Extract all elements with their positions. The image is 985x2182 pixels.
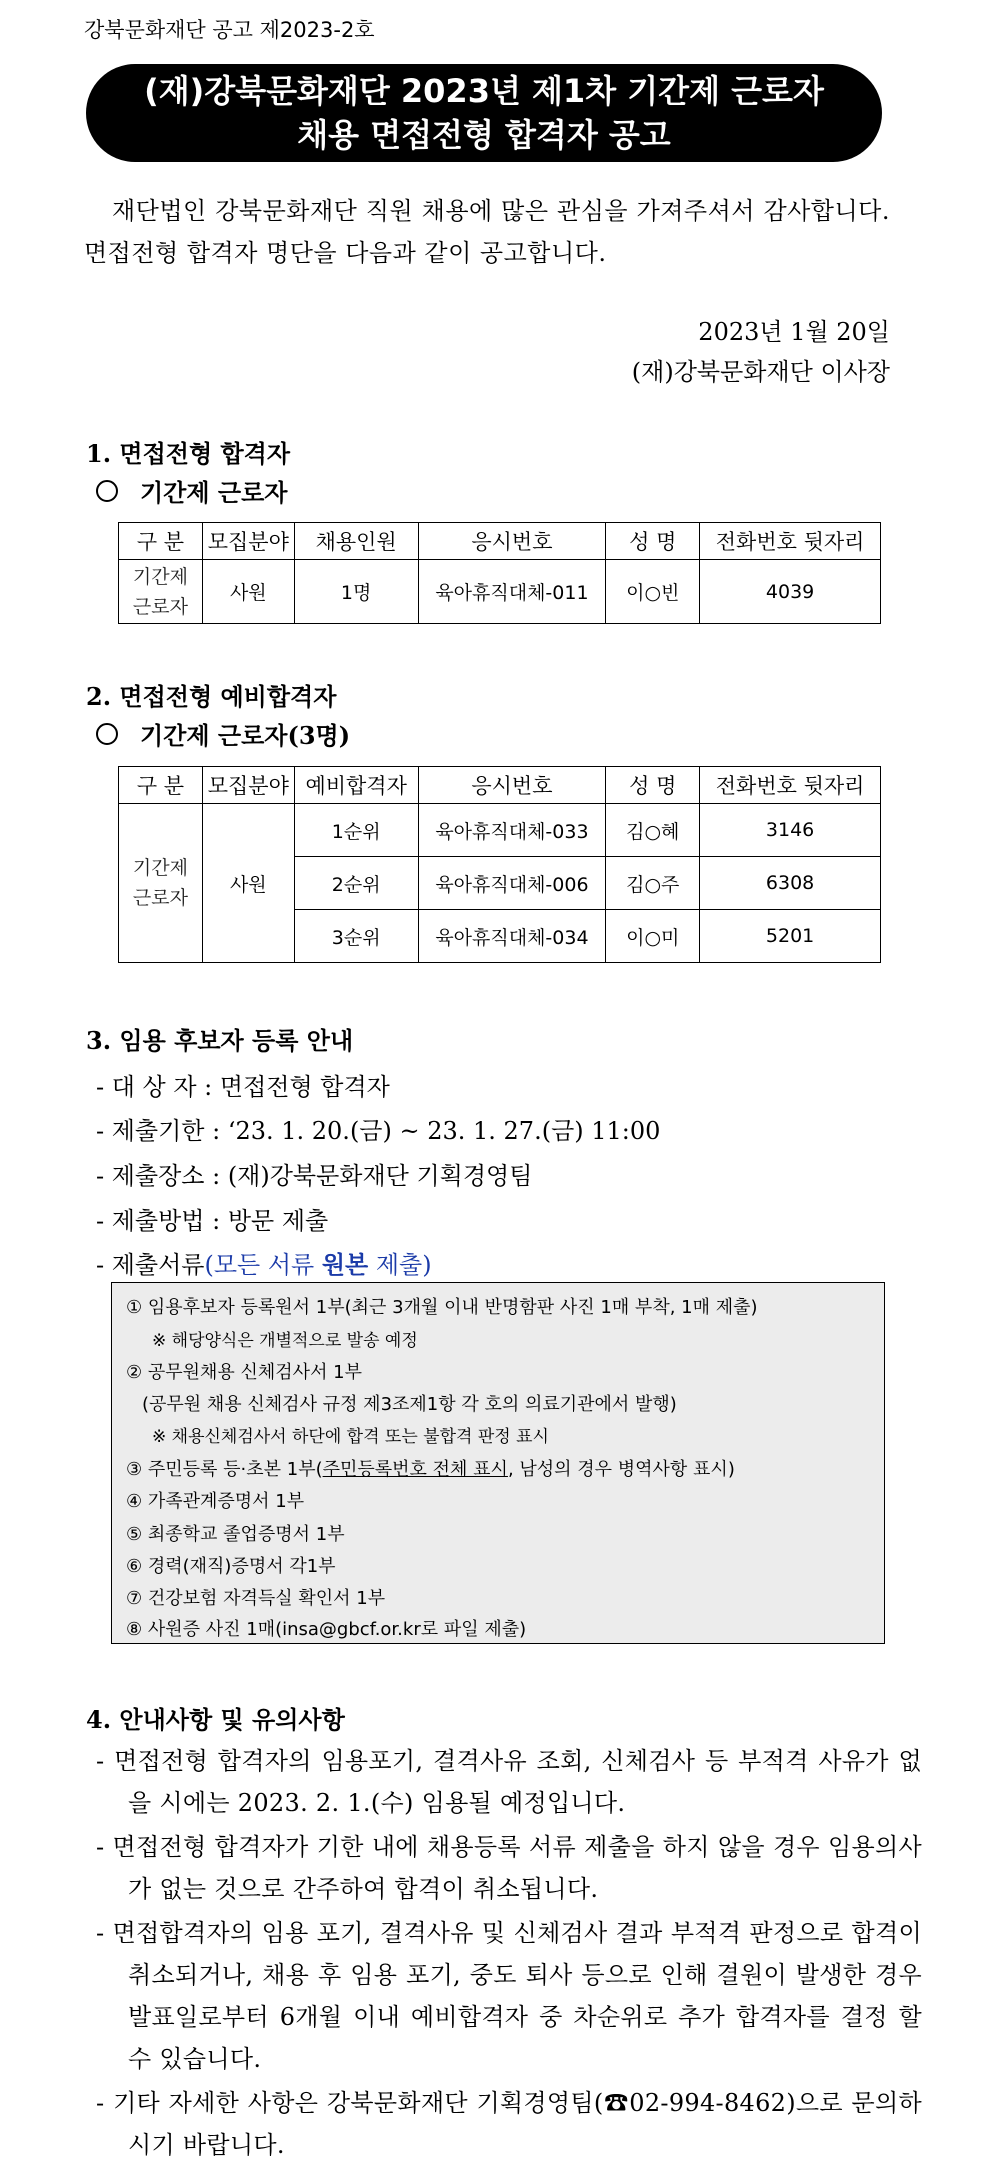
col-header: 모집분야	[202, 767, 294, 804]
intro-text: 재단법인 강북문화재단 직원 채용에 많은 관심을 가져주셔서 감사합니다. 면접전형 합격자 명단을 다음과 같이 공고합니다.	[84, 197, 890, 267]
name-cell: 이○빈	[606, 560, 700, 624]
circle-bullet-icon	[96, 480, 118, 502]
col-header: 채용인원	[294, 523, 418, 560]
list-item: - 제출방법 : 방문 제출	[96, 1207, 329, 1235]
col-header: 성 명	[606, 523, 700, 560]
notice-paragraph: - 면접전형 합격자가 기한 내에 채용등록 서류 제출을 하지 않을 경우 임용의사가 없는 것으로 간주하여 합격이 취소됩니다.	[96, 1833, 922, 1903]
title-banner	[86, 64, 882, 162]
docs-label-line: - 제출서류(모든 서류 원본 제출)	[96, 1250, 432, 1279]
title-line-1: (재)강북문화재단 2023년 제1차 기간제 근로자	[144, 72, 824, 110]
section4-heading: 4. 안내사항 및 유의사항	[86, 1705, 345, 1734]
table-header-row	[119, 523, 881, 560]
col-header: 구 분	[119, 767, 203, 804]
table-row	[119, 560, 881, 624]
table-row	[119, 804, 881, 857]
count-cell: 1명	[294, 560, 418, 624]
passers-table	[118, 522, 881, 624]
contact-paragraph: - 기타 자세한 사항은 강북문화재단 기획경영팀(☎02-994-8462)으로 문의하시기 바랍니다.	[96, 2089, 922, 2159]
phone-cell: 6308	[700, 857, 881, 910]
doc-item: ④ 가족관계증명서 1부	[126, 1491, 305, 1512]
doc-note: ※ 채용신체검사서 하단에 합격 또는 불합격 판정 표시	[152, 1427, 549, 1447]
doc-item: ② 공무원채용 신체검사서 1부	[126, 1362, 363, 1383]
section2-heading: 2. 면접전형 예비합격자	[86, 682, 337, 711]
required-documents-box	[111, 1282, 885, 1644]
doc-item: ① 임용후보자 등록원서 1부(최근 3개월 이내 반명함판 사진 1매 부착, 1매 제출)	[126, 1297, 758, 1318]
field-cell: 사원	[202, 804, 294, 963]
col-header: 모집분야	[202, 523, 294, 560]
exam-number-cell: 육아휴직대체-006	[418, 857, 606, 910]
section1-heading: 1. 면접전형 합격자	[86, 439, 291, 468]
col-header: 전화번호 뒷자리	[700, 767, 881, 804]
doc-subline: (공무원 채용 신체검사 규정 제3조제1항 각 호의 의료기관에서 발행)	[142, 1394, 677, 1415]
table-header-row	[119, 767, 881, 804]
reserve-table	[118, 766, 881, 963]
col-header: 응시번호	[418, 767, 606, 804]
field-cell: 사원	[202, 560, 294, 624]
phone-cell: 3146	[700, 804, 881, 857]
title-line-2: 채용 면접전형 합격자 공고	[297, 116, 671, 154]
rank-cell: 1순위	[294, 804, 418, 857]
exam-number-cell: 육아휴직대체-034	[418, 910, 606, 963]
section1-subheading: 기간제 근로자	[96, 473, 287, 508]
col-header: 전화번호 뒷자리	[700, 523, 881, 560]
doc-item: ⑧ 사원증 사진 1매(insa@gbcf.or.kr로 파일 제출)	[126, 1619, 527, 1640]
issuer: (재)강북문화재단 이사장	[631, 358, 890, 386]
circle-bullet-icon	[96, 723, 118, 745]
notice-date: 2023년 1월 20일	[698, 318, 890, 346]
section2-subheading: 기간제 근로자(3명)	[96, 716, 350, 751]
notice-paragraph: - 면접전형 합격자의 임용포기, 결격사유 조회, 신체검사 등 부적격 사유가 없을 시에는 2023. 2. 1.(수) 임용될 예정입니다.	[96, 1747, 922, 1817]
phone-icon: ☎	[603, 2089, 630, 2117]
exam-number-cell: 육아휴직대체-033	[418, 804, 606, 857]
notice-number: 강북문화재단 공고 제2023-2호	[84, 18, 375, 42]
phone-cell: 5201	[700, 910, 881, 963]
notice-paragraph: - 면접합격자의 임용 포기, 결격사유 및 신체검사 결과 부적격 판정으로 합격이 취소되거나, 채용 후 임용 포기, 중도 퇴사 등으로 인해 결원이 발생한 경우 발표일로부터 6개월 이내 예비합격자 중 차순위로 추가 합격자를 결정 할 수 있습니다.	[96, 1919, 922, 2073]
exam-number-cell: 육아휴직대체-011	[418, 560, 606, 624]
list-item: - 제출기한 : ‘23. 1. 20.(금) ~ 23. 1. 27.(금) 11:00	[96, 1117, 661, 1145]
category-cell: 기간제 근로자	[119, 804, 203, 963]
name-cell: 이○미	[606, 910, 700, 963]
name-cell: 김○주	[606, 857, 700, 910]
rank-cell: 2순위	[294, 857, 418, 910]
doc-note: ※ 해당양식은 개별적으로 발송 예정	[152, 1331, 418, 1351]
phone-cell: 4039	[700, 560, 881, 624]
section3-heading: 3. 임용 후보자 등록 안내	[86, 1026, 354, 1055]
doc-item: ⑥ 경력(재직)증명서 각1부	[126, 1556, 336, 1577]
col-header: 예비합격자	[294, 767, 418, 804]
col-header: 성 명	[606, 767, 700, 804]
col-header: 구 분	[119, 523, 203, 560]
col-header: 응시번호	[418, 523, 606, 560]
list-item: - 대 상 자 : 면접전형 합격자	[96, 1073, 390, 1101]
doc-item: ⑦ 건강보험 자격득실 확인서 1부	[126, 1588, 386, 1609]
doc-item: ⑤ 최종학교 졸업증명서 1부	[126, 1524, 345, 1545]
list-item: - 제출장소 : (재)강북문화재단 기획경영팀	[96, 1162, 533, 1190]
name-cell: 김○혜	[606, 804, 700, 857]
category-cell: 기간제 근로자	[119, 560, 203, 624]
doc-item: ③ 주민등록 등·초본 1부(주민등록번호 전체 표시, 남성의 경우 병역사항 표시)	[126, 1459, 735, 1480]
rank-cell: 3순위	[294, 910, 418, 963]
